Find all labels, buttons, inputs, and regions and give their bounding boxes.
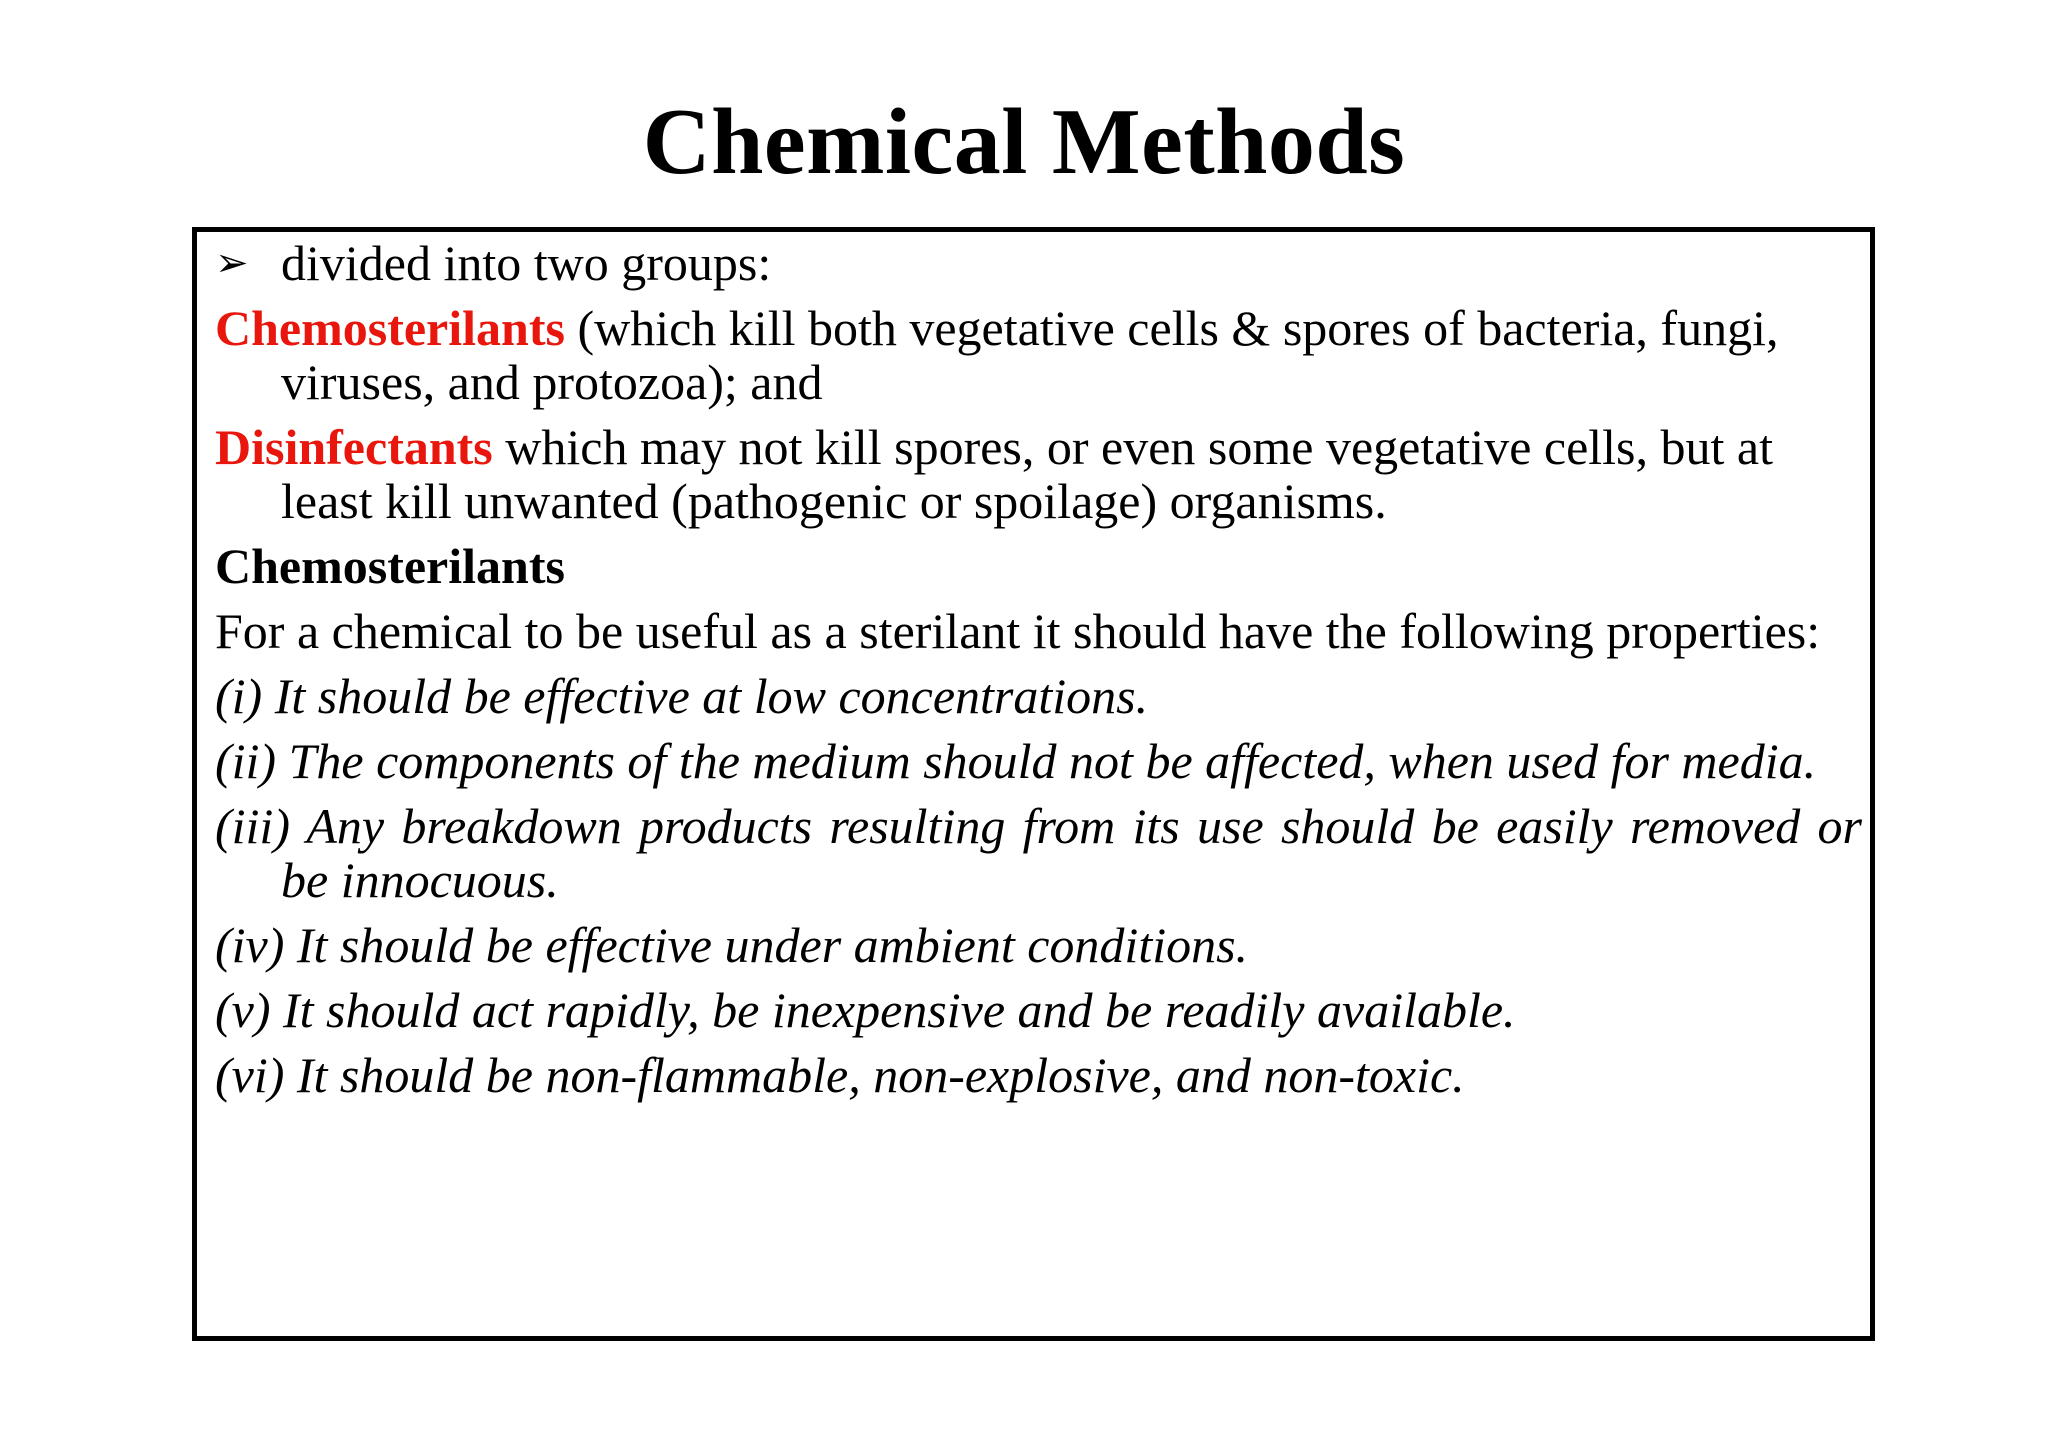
properties-intro: For a chemical to be useful as a sterilant it should have the following properties: bbox=[215, 603, 1821, 659]
arrowhead-bullet-icon: ➢ bbox=[215, 240, 249, 286]
content-box bbox=[192, 227, 1875, 1341]
group-term: Chemosterilants bbox=[215, 300, 565, 356]
property-item: (ii) The components of the medium should not be affected, when used for media. bbox=[215, 733, 1817, 789]
group-item-chemosterilants bbox=[215, 301, 1862, 409]
group-description: (which kill both vegetative cells & spores of bacteria, fungi, viruses, and protozoa); and bbox=[281, 300, 1779, 410]
intro-bullet-item bbox=[215, 236, 1862, 290]
group-term: Disinfectants bbox=[215, 419, 493, 475]
group-item-disinfectants bbox=[215, 420, 1862, 528]
property-item: (vi) It should be non-flammable, non-explosive, and non-toxic. bbox=[215, 1047, 1465, 1103]
slide-body bbox=[215, 236, 1862, 1113]
property-item: (v) It should act rapidly, be inexpensive and be readily available. bbox=[215, 982, 1516, 1038]
property-item: (iii) Any breakdown products resulting from its use should be easily removed or be innocuous. bbox=[215, 798, 1862, 908]
property-item: (iv) It should be effective under ambient conditions. bbox=[215, 917, 1249, 973]
property-item: (i) It should be effective at low concentrations. bbox=[215, 668, 1149, 724]
group-description: which may not kill spores, or even some vegetative cells, but at least kill unwanted (pathogenic or spoilage) organisms. bbox=[281, 419, 1773, 529]
intro-text: divided into two groups: bbox=[281, 235, 772, 291]
section-heading: Chemosterilants bbox=[215, 538, 565, 594]
page-title: Chemical Methods bbox=[642, 90, 1406, 194]
